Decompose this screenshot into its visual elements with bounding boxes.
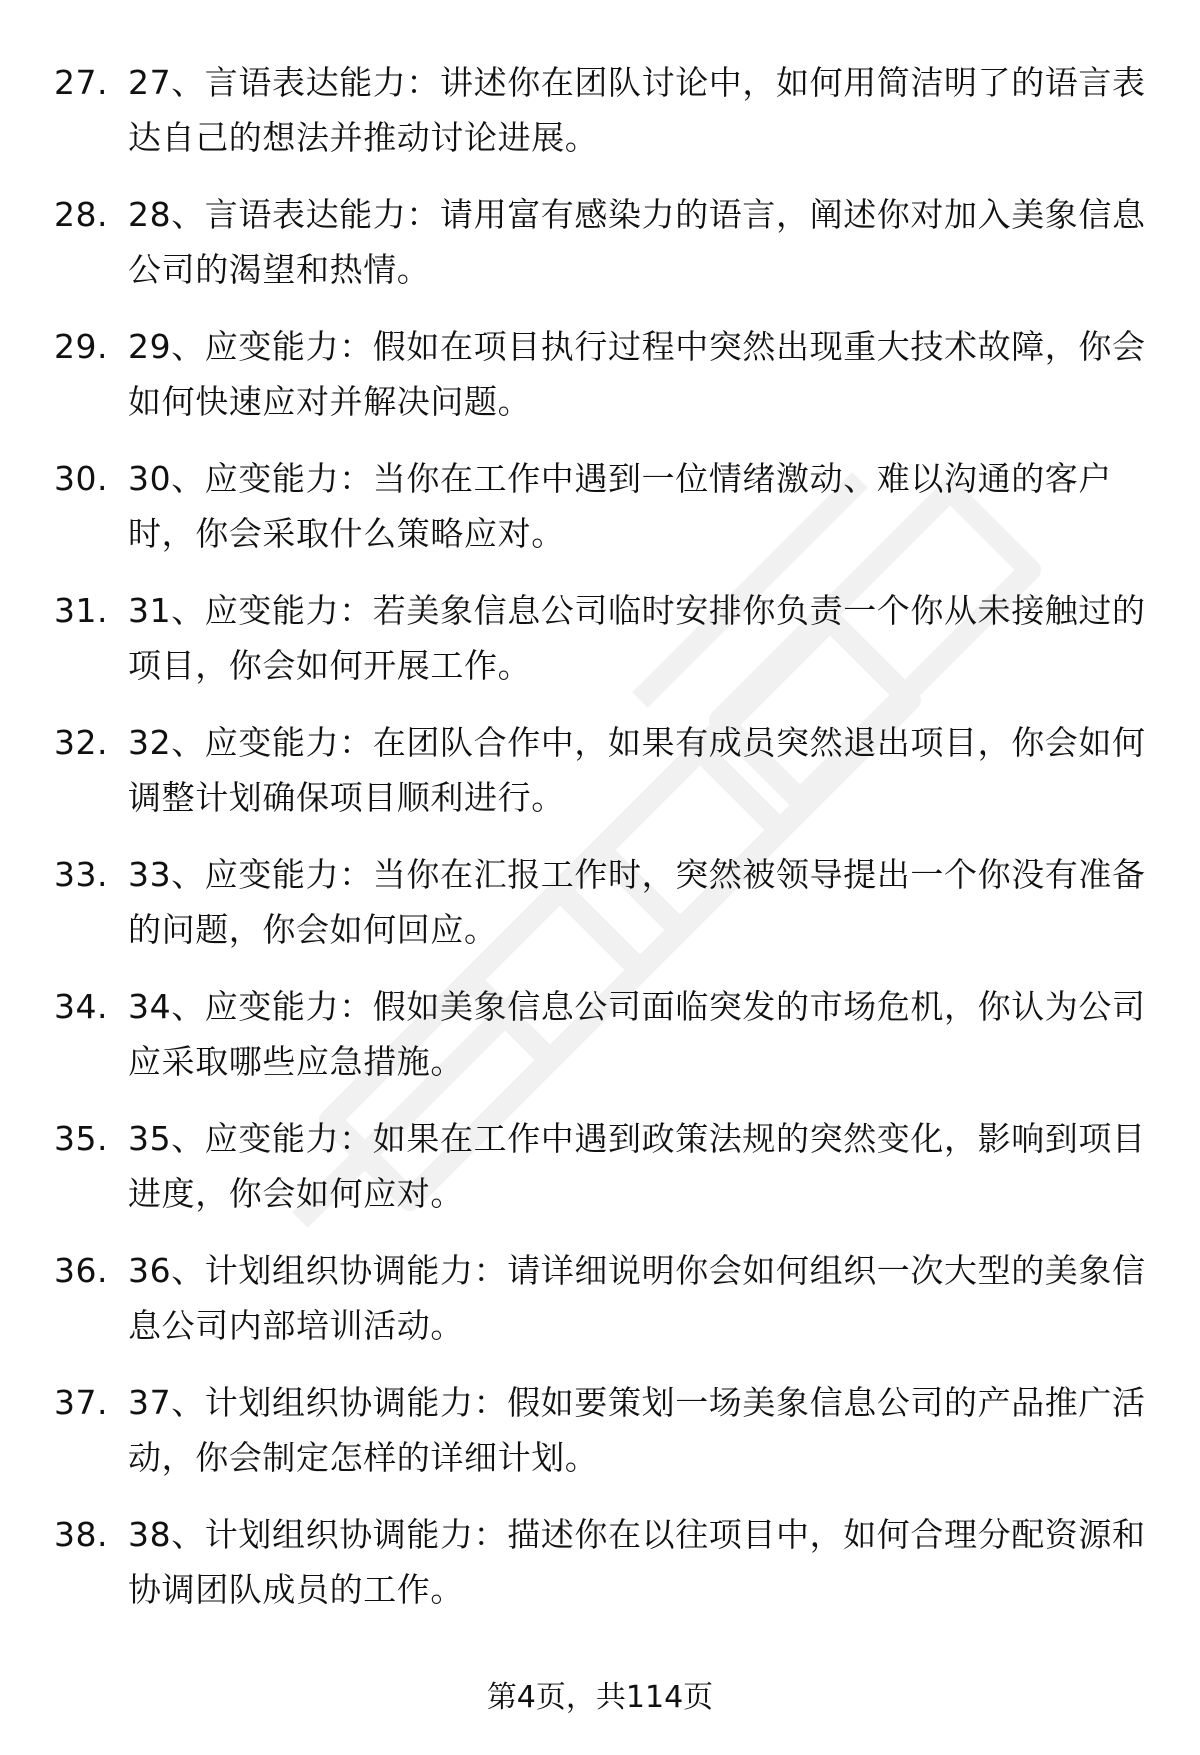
question-list <box>54 55 1164 1639</box>
question-number: 29. <box>54 327 108 366</box>
list-item <box>54 847 1164 979</box>
question-number: 35. <box>54 1119 108 1158</box>
question-text: 27、言语表达能力：讲述你在团队讨论中，如何用简洁明了的语言表达自己的想法并推动讨论进展。 <box>128 63 1146 157</box>
question-text: 29、应变能力：假如在项目执行过程中突然出现重大技术故障，你会如何快速应对并解决问题。 <box>128 327 1146 421</box>
question-number: 31. <box>54 591 108 630</box>
list-item <box>54 715 1164 847</box>
list-item <box>54 451 1164 583</box>
list-item <box>54 1375 1164 1507</box>
list-item <box>54 187 1164 319</box>
question-number: 38. <box>54 1515 108 1554</box>
question-text: 37、计划组织协调能力：假如要策划一场美象信息公司的产品推广活动，你会制定怎样的详细计划。 <box>128 1383 1146 1477</box>
question-number: 33. <box>54 855 108 894</box>
question-number: 27. <box>54 63 108 102</box>
question-text: 30、应变能力：当你在工作中遇到一位情绪激动、难以沟通的客户时，你会采取什么策略应对。 <box>128 459 1112 553</box>
question-text: 28、言语表达能力：请用富有感染力的语言，阐述你对加入美象信息公司的渴望和热情。 <box>128 195 1146 289</box>
question-text: 35、应变能力：如果在工作中遇到政策法规的突然变化，影响到项目进度，你会如何应对。 <box>128 1119 1146 1213</box>
list-item <box>54 583 1164 715</box>
question-number: 37. <box>54 1383 108 1422</box>
question-text: 36、计划组织协调能力：请详细说明你会如何组织一次大型的美象信息公司内部培训活动。 <box>128 1251 1146 1345</box>
question-number: 30. <box>54 459 108 498</box>
question-text: 38、计划组织协调能力：描述你在以往项目中，如何合理分配资源和协调团队成员的工作。 <box>128 1515 1146 1609</box>
question-text: 31、应变能力：若美象信息公司临时安排你负责一个你从未接触过的项目，你会如何开展工作。 <box>128 591 1146 685</box>
list-item <box>54 1111 1164 1243</box>
question-text: 33、应变能力：当你在汇报工作时，突然被领导提出一个你没有准备的问题，你会如何回应。 <box>128 855 1146 949</box>
list-item <box>54 1243 1164 1375</box>
question-number: 28. <box>54 195 108 234</box>
question-number: 36. <box>54 1251 108 1290</box>
question-text: 34、应变能力：假如美象信息公司面临突发的市场危机，你认为公司应采取哪些应急措施。 <box>128 987 1146 1081</box>
question-text: 32、应变能力：在团队合作中，如果有成员突然退出项目，你会如何调整计划确保项目顺利进行。 <box>128 723 1146 817</box>
list-item <box>54 979 1164 1111</box>
question-number: 34. <box>54 987 108 1026</box>
page-indicator: 第4页，共114页 <box>486 1680 714 1715</box>
list-item <box>54 55 1164 187</box>
question-number: 32. <box>54 723 108 762</box>
list-item <box>54 319 1164 451</box>
list-item <box>54 1507 1164 1639</box>
